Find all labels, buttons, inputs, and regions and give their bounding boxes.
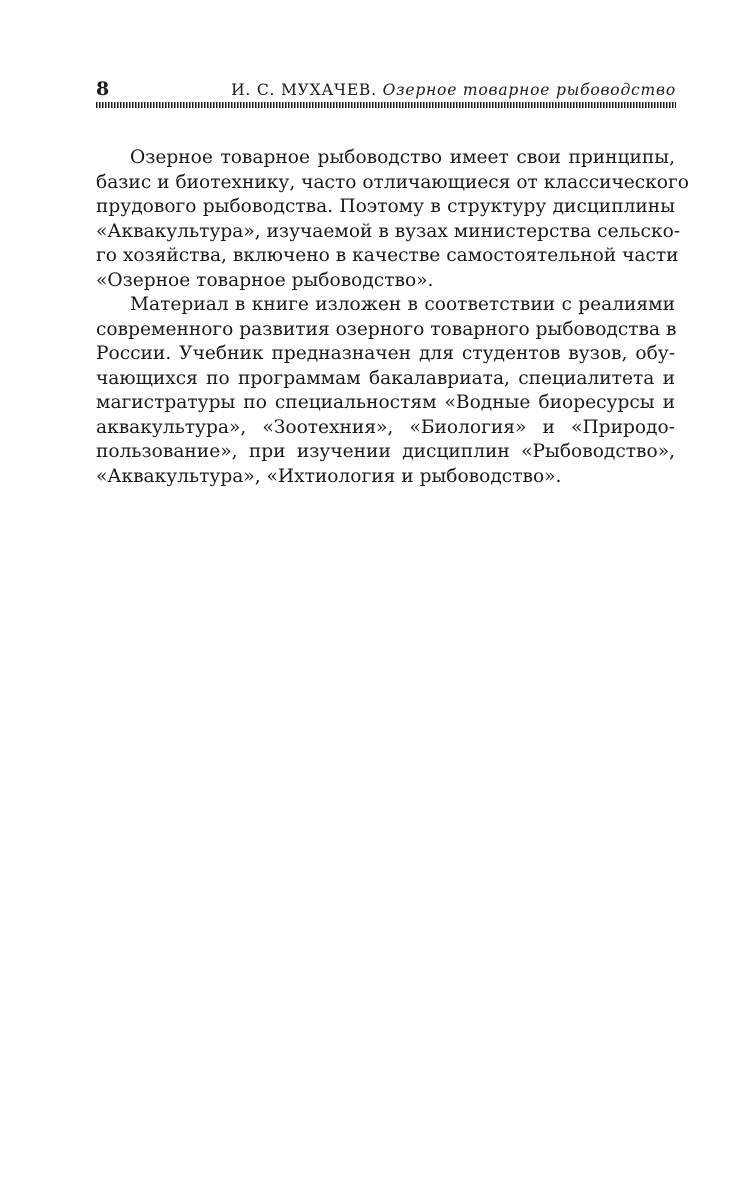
header-book-title: Озерное товарное рыбоводство	[382, 81, 676, 99]
text-line: Материал в книге изложен в соответствии с реалиями	[130, 294, 675, 315]
text-line: Озерное товарное рыбоводство имеет свои принципы,	[130, 147, 675, 168]
text-line: «Озерное товарное рыбоводство».	[96, 269, 434, 291]
text-line: базис и биотехнику, часто отличающиеся от классического	[96, 171, 689, 193]
header-author: И. С. МУХАЧЕВ.	[231, 81, 377, 99]
running-header	[96, 74, 676, 102]
paragraph-1	[96, 146, 689, 293]
text-line: го хозяйства, включено в качестве самостоятельной части	[96, 245, 679, 266]
text-line: «Аквакультура», изучаемой в вузах министерства сельско-	[96, 220, 681, 242]
text-line: прудового рыбоводства. Поэтому в структуру дисциплины	[96, 196, 675, 217]
header-title	[231, 80, 676, 100]
paragraph-2	[96, 293, 675, 489]
text-line: России. Учебник предназначен для студентов вузов, обу-	[96, 343, 675, 364]
body-text	[96, 146, 689, 489]
text-line: чающихся по программам бакалавриата, специалитета и	[96, 367, 675, 389]
page-number: 8	[96, 78, 110, 100]
text-line: «Аквакультура», «Ихтиология и рыбоводство».	[96, 465, 562, 487]
text-line: магистратуры по специальностям «Водные биоресурсы и	[96, 392, 675, 413]
header-rule	[96, 102, 676, 108]
text-line: современного развития озерного товарного рыбоводства в	[96, 318, 677, 340]
text-line: пользование», при изучении дисциплин «Рыбоводство»,	[96, 441, 675, 462]
text-line: аквакультура», «Зоотехния», «Биология» и «Природо-	[96, 416, 675, 438]
